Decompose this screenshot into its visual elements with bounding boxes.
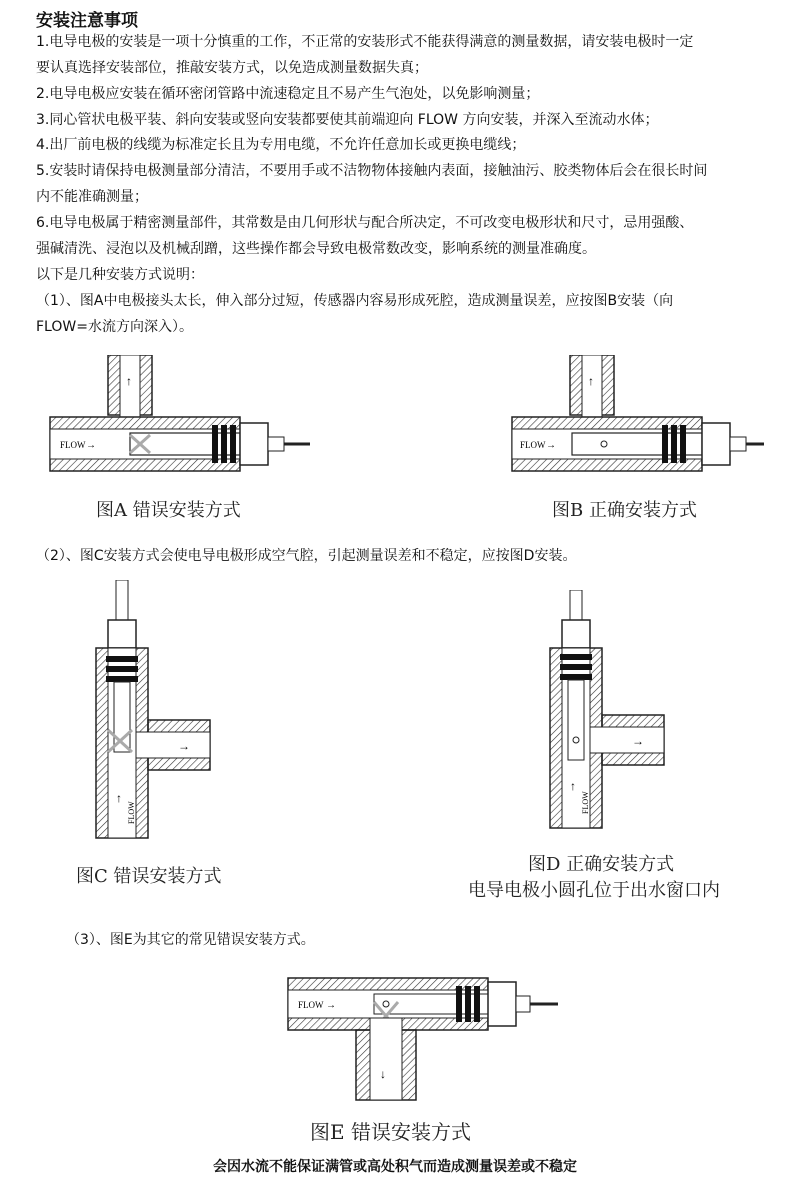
paragraph-2: 2.电导电极应安装在循环密闭管路中流速稳定且不易产生气泡处，以免影响测量； <box>36 86 540 102</box>
figure-a-caption: 图A 错误安装方式 <box>96 500 241 521</box>
svg-text:↓: ↓ <box>380 1067 386 1081</box>
flow-label-c: FLOW <box>127 801 136 824</box>
svg-text:→: → <box>86 440 96 451</box>
figure-a-diagram <box>40 355 320 485</box>
svg-text:↑: ↑ <box>588 374 594 388</box>
figure-c-diagram <box>86 580 226 840</box>
figure-d-subcaption: 电导电极小圆孔位于出水窗口内 <box>468 880 720 901</box>
svg-text:→: → <box>178 739 190 753</box>
flow-label-e: FLOW <box>298 1000 324 1010</box>
paragraph-5b: 内不能准确测量； <box>36 189 148 205</box>
svg-text:→: → <box>326 1000 336 1011</box>
figure-d-diagram <box>540 590 680 835</box>
figure-e-caption: 图E 错误安装方式 <box>310 1120 471 1144</box>
svg-text:↑: ↑ <box>116 791 122 805</box>
paragraph-4: 4.出厂前电极的线缆为标准定长且为专用电缆，不允许任意加长或更换电缆线； <box>36 137 526 153</box>
section-intro: 以下是几种安装方式说明： <box>36 267 204 283</box>
flow-label-d: FLOW <box>581 791 590 814</box>
paragraph-1b: 要认真选择安装部位，推敲安装方式，以免造成测量数据失真； <box>36 60 428 76</box>
paragraph-5a: 5.安装时请保持电极测量部分清洁，不要用手或不洁物物体接触内表面，接触油污、胶类物体后会在很长时间 <box>36 163 708 179</box>
flow-label-b: FLOW <box>520 440 546 450</box>
figure-b-diagram <box>502 355 782 485</box>
note-1b: FLOW=水流方向深入）。 <box>36 319 193 335</box>
figure-c-caption: 图C 错误安装方式 <box>76 866 222 887</box>
note-3: （3）、图E为其它的常见错误安装方式。 <box>66 932 315 948</box>
paragraph-6a: 6.电导电极属于精密测量部件，其常数是由几何形状与配合所决定，不可改变电极形状和尺寸，忌用强酸、 <box>36 215 694 231</box>
bottom-note: 会因水流不能保证满管或高处积气而造成测量误差或不稳定 <box>213 1159 577 1175</box>
page-title: 安装注意事项 <box>36 11 138 31</box>
note-2: （2）、图C安装方式会使电导电极形成空气腔，引起测量误差和不稳定，应按图D安装。 <box>36 548 577 564</box>
paragraph-6b: 强碱清洗、浸泡以及机械刮蹭，这些操作都会导致电极常数改变，影响系统的测量准确度。 <box>36 241 596 257</box>
svg-text:→: → <box>546 440 556 451</box>
figure-d-caption: 图D 正确安装方式 <box>528 854 675 875</box>
flow-label-a: FLOW <box>60 440 86 450</box>
note-1a: （1）、图A中电极接头太长，伸入部分过短，传感器内容易形成死腔，造成测量误差，应按图B安装（向 <box>36 293 674 309</box>
paragraph-1a: 1.电导电极的安装是一项十分慎重的工作，不正常的安装形式不能获得满意的测量数据，请安装电极时一定 <box>36 34 694 50</box>
svg-text:↑: ↑ <box>126 374 132 388</box>
svg-text:→: → <box>632 734 644 748</box>
figure-e-diagram <box>278 968 568 1108</box>
paragraph-3: 3.同心管状电极平装、斜向安装或竖向安装都要使其前端迎向 FLOW 方向安装，并深入至流动水体； <box>36 112 659 128</box>
figure-b-caption: 图B 正确安装方式 <box>552 500 697 521</box>
svg-text:↑: ↑ <box>570 779 576 793</box>
